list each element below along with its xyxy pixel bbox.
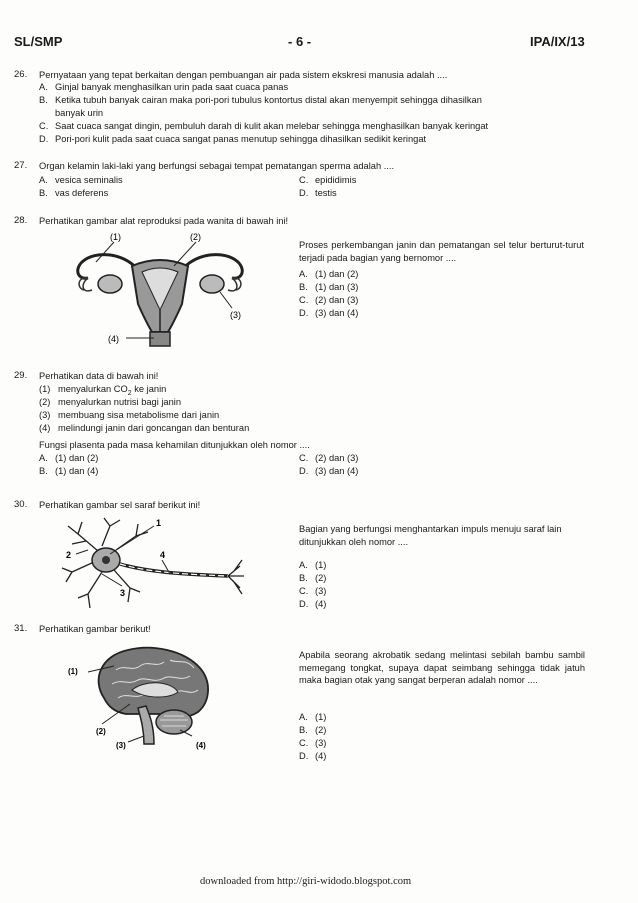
- neuron-diagram: [58, 516, 248, 616]
- q26-stem: Pernyataan yang tepat berkaitan dengan pembuangan air pada sistem ekskresi manusia adalah ....: [39, 70, 448, 80]
- q29-c-label: C.: [299, 453, 309, 463]
- q30-label-4: 4: [160, 550, 166, 560]
- q31-label-2: (2): [96, 727, 106, 736]
- brain-diagram: [66, 640, 226, 752]
- q27-a-label: A.: [39, 175, 48, 185]
- q29-item-3: membuang sisa metabolisme dari janin: [58, 410, 220, 420]
- q30-stem: Perhatikan gambar sel saraf berikut ini!: [39, 500, 201, 510]
- q28-d-text: (3) dan (4): [315, 308, 359, 318]
- q29-prompt: Fungsi plasenta pada masa kehamilan ditunjukkan oleh nomor ....: [39, 440, 310, 450]
- q31-c-label: C.: [299, 738, 309, 748]
- q29-number: 29.: [14, 370, 28, 381]
- q26-d-label: D.: [39, 134, 49, 144]
- q28-a-text: (1) dan (2): [315, 269, 359, 279]
- page-number: - 6 -: [288, 34, 312, 49]
- q27-b-label: B.: [39, 188, 48, 198]
- q26-a-text: Ginjal banyak menghasilkan urin pada saat cuaca panas: [55, 82, 289, 92]
- q26-c-text: Saat cuaca sangat dingin, pembuluh darah di kulit akan melebar sehingga menghasilkan banyak keringat: [55, 121, 489, 131]
- q31-label-3: (3): [116, 741, 126, 750]
- q29-item-2-num: (2): [39, 397, 51, 407]
- q30-c-label: C.: [299, 586, 309, 596]
- q28-a-label: A.: [299, 269, 308, 279]
- q30-b-label: B.: [299, 573, 308, 583]
- q27-d-text: testis: [315, 188, 337, 198]
- q28-prompt: Proses perkembangan janin dan pematangan sel telur berturut-turut terjadi pada bagian yang bernomor ....: [299, 240, 584, 263]
- q26-d-text: Pori-pori kulit pada saat cuaca sangat panas menutup sehingga dihasilkan sedikit keringat: [55, 134, 427, 144]
- q31-a-label: A.: [299, 712, 308, 722]
- q29-item-3-num: (3): [39, 410, 51, 420]
- q26-b-text-cont: banyak urin: [55, 108, 104, 118]
- q30-prompt: Bagian yang berfungsi menghantarkan impuls menuju saraf lain ditunjukkan oleh nomor ....: [299, 524, 562, 547]
- q31-prompt: Apabila seorang akrobatik sedang melintasi sebilah bambu sambil memegang tongkat, supaya dapat seimbang sehingga tidak jatuh maka bagian otak yang sangat berperan adalah nomor ....: [299, 650, 585, 685]
- q31-d-label: D.: [299, 751, 309, 761]
- q28-label-3: (3): [230, 310, 241, 320]
- q29-item-1: menyalurkan $CO_2$ ke janin: [58, 384, 167, 397]
- q28-d-label: D.: [299, 308, 309, 318]
- q26-b-label: B.: [39, 95, 48, 105]
- q29-c-text: (2) dan (3): [315, 453, 359, 463]
- q30-b-text: (2): [315, 573, 327, 583]
- q30-c-text: (3): [315, 586, 327, 596]
- q29-a-text: (1) dan (2): [55, 453, 99, 463]
- q31-d-text: (4): [315, 751, 327, 761]
- q26-b-text: Ketika tubuh banyak cairan maka pori-pori tubulus kontortus distal akan menyempit sehingga dihasilkan: [55, 95, 482, 105]
- q31-b-label: B.: [299, 725, 308, 735]
- q29-item-1-num: (1): [39, 384, 51, 394]
- q30-d-text: (4): [315, 599, 327, 609]
- q28-stem: Perhatikan gambar alat reproduksi pada wanita di bawah ini!: [39, 216, 289, 226]
- q29-item-4-num: (4): [39, 423, 51, 433]
- q28-label-4: (4): [108, 334, 119, 344]
- q26-number: 26.: [14, 69, 28, 80]
- header-right: IPA/IX/13: [530, 34, 585, 49]
- q30-label-3: 3: [120, 588, 126, 598]
- q28-b-label: B.: [299, 282, 308, 292]
- header-left: SL/SMP: [14, 34, 63, 49]
- footer-source-link[interactable]: downloaded from http://giri-widodo.blogspot.com: [200, 876, 412, 887]
- q29-stem: Perhatikan data di bawah ini!: [39, 371, 159, 381]
- q29-d-text: (3) dan (4): [315, 466, 359, 476]
- q29-item-4: melindungi janin dari goncangan dan benturan: [58, 423, 250, 433]
- q29-item-2: menyalurkan nutrisi bagi janin: [58, 397, 181, 407]
- q29-b-text: (1) dan (4): [55, 466, 99, 476]
- q27-number: 27.: [14, 160, 28, 171]
- q30-label-1: 1: [156, 518, 162, 528]
- q31-number: 31.: [14, 623, 28, 634]
- q30-d-label: D.: [299, 599, 309, 609]
- q26-c-label: C.: [39, 121, 49, 131]
- q28-c-text: (2) dan (3): [315, 295, 359, 305]
- q30-number: 30.: [14, 499, 28, 510]
- q31-label-4: (4): [196, 741, 206, 750]
- q27-a-text: vesica seminalis: [55, 175, 123, 185]
- q28-number: 28.: [14, 215, 28, 226]
- q30-a-label: A.: [299, 560, 308, 570]
- q29-b-label: B.: [39, 466, 48, 476]
- q28-label-2: (2): [190, 232, 201, 242]
- q29-d-label: D.: [299, 466, 309, 476]
- q31-c-text: (3): [315, 738, 327, 748]
- q28-c-label: C.: [299, 295, 309, 305]
- q30-label-2: 2: [66, 550, 72, 560]
- q31-stem: Perhatikan gambar berikut!: [39, 624, 151, 634]
- q29-a-label: A.: [39, 453, 48, 463]
- female-reproductive-diagram: [70, 232, 270, 358]
- q27-d-label: D.: [299, 188, 309, 198]
- q30-a-text: (1): [315, 560, 327, 570]
- q31-a-text: (1): [315, 712, 327, 722]
- q28-b-text: (1) dan (3): [315, 282, 359, 292]
- q31-label-1: (1): [68, 667, 78, 676]
- q27-b-text: vas deferens: [55, 188, 109, 198]
- q26-a-label: A.: [39, 82, 48, 92]
- q27-stem: Organ kelamin laki-laki yang berfungsi sebagai tempat pematangan sperma adalah ....: [39, 161, 395, 171]
- q31-b-text: (2): [315, 725, 327, 735]
- q28-label-1: (1): [110, 232, 121, 242]
- q27-c-label: C.: [299, 175, 309, 185]
- q27-c-text: epididimis: [315, 175, 357, 185]
